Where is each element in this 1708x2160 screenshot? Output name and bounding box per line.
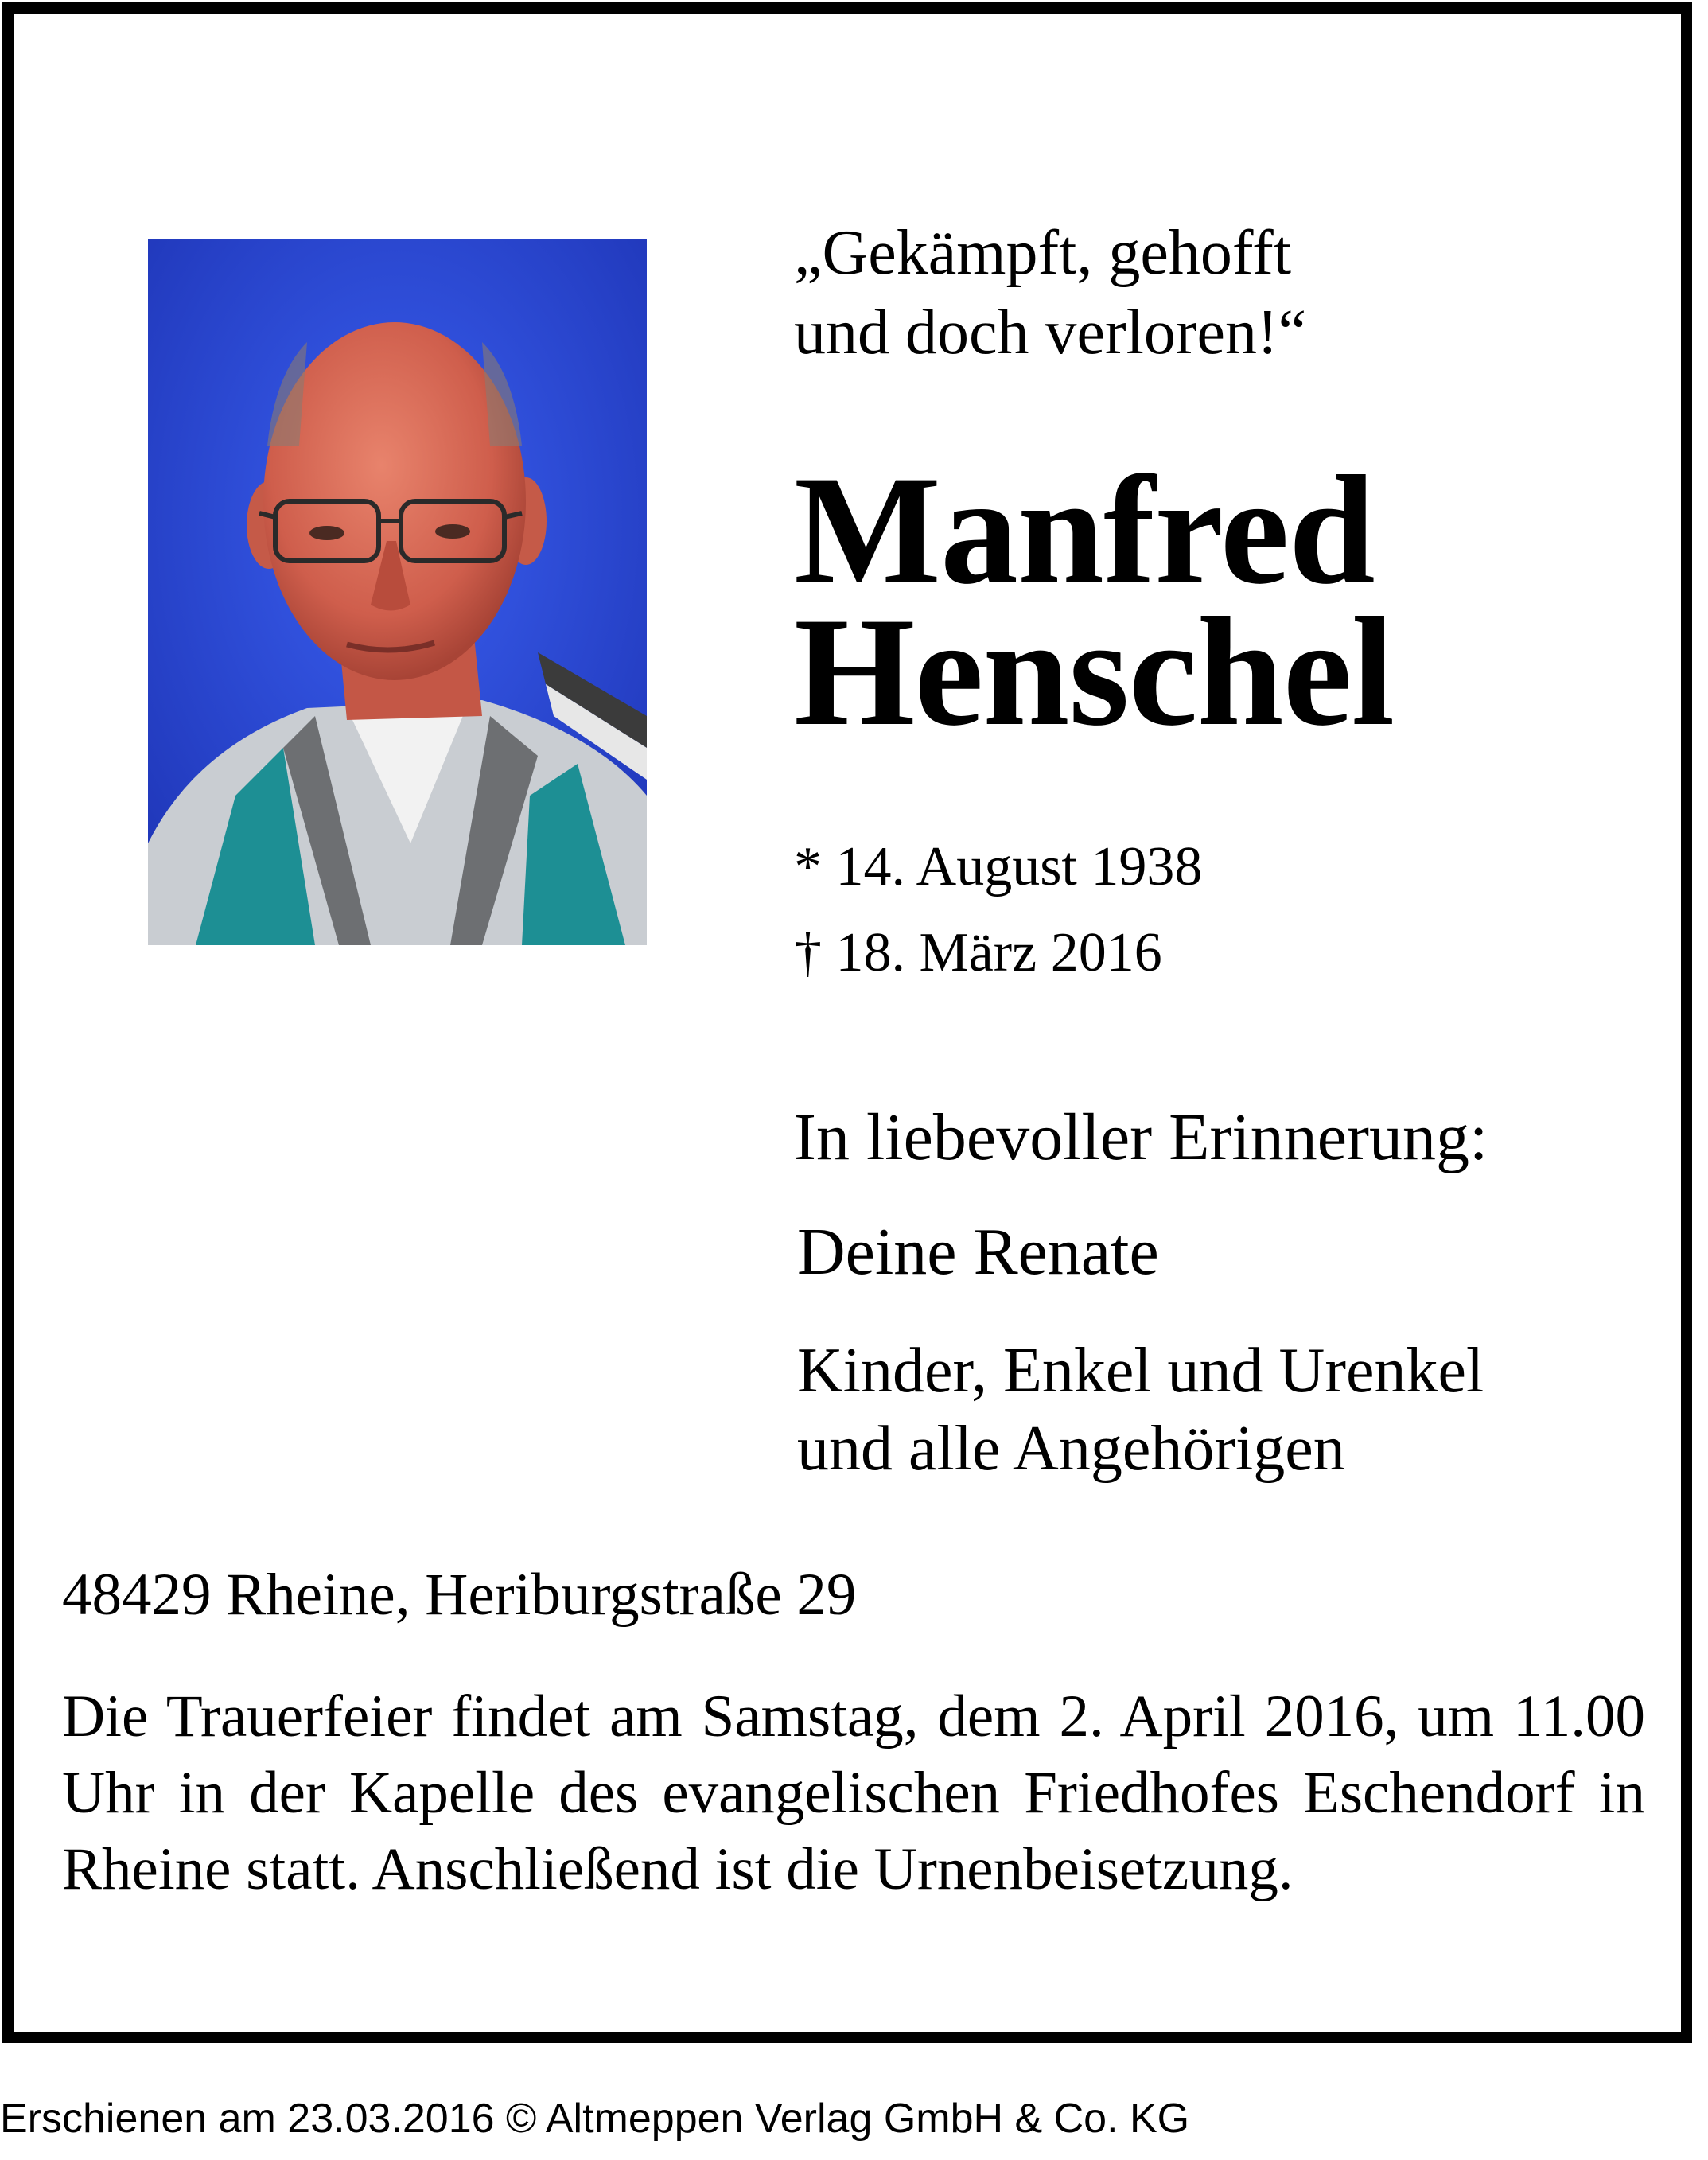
family-line-1: Kinder, Enkel und Urenkel xyxy=(797,1336,1484,1406)
signed-by: Deine Renate xyxy=(797,1215,1159,1289)
life-dates xyxy=(794,824,1202,996)
quote-line-2: und doch verloren!“ xyxy=(794,298,1307,368)
death-date: † 18. März 2016 xyxy=(794,922,1162,983)
address: 48429 Rheine, Heriburgstraße 29 xyxy=(62,1562,857,1628)
deceased-name xyxy=(794,444,1395,758)
quote xyxy=(794,213,1306,372)
portrait-photo xyxy=(148,239,647,945)
family-line-2: und alle Angehörigen xyxy=(797,1414,1345,1484)
publication-footer: Erschienen am 23.03.2016 © Altmeppen Verlag GmbH & Co. KG xyxy=(0,2096,1190,2142)
last-name: Henschel xyxy=(794,586,1395,758)
memory-line: In liebevoller Erinnerung: xyxy=(794,1100,1488,1174)
service-details: Die Trauerfeier findet am Samstag, dem 2. April 2016, um 11.00 Uhr in der Kapelle des evangelischen Friedhofes Eschendorf in Rheine statt. Anschließend ist die Urnenbeisetzung. xyxy=(62,1683,1645,1902)
birth-date: * 14. August 1938 xyxy=(794,836,1203,897)
first-name: Manfred xyxy=(794,444,1375,617)
family-mourners xyxy=(797,1332,1484,1488)
quote-line-1: „Gekämpft, gehofft xyxy=(794,218,1291,288)
portrait-photo-image xyxy=(148,239,647,945)
